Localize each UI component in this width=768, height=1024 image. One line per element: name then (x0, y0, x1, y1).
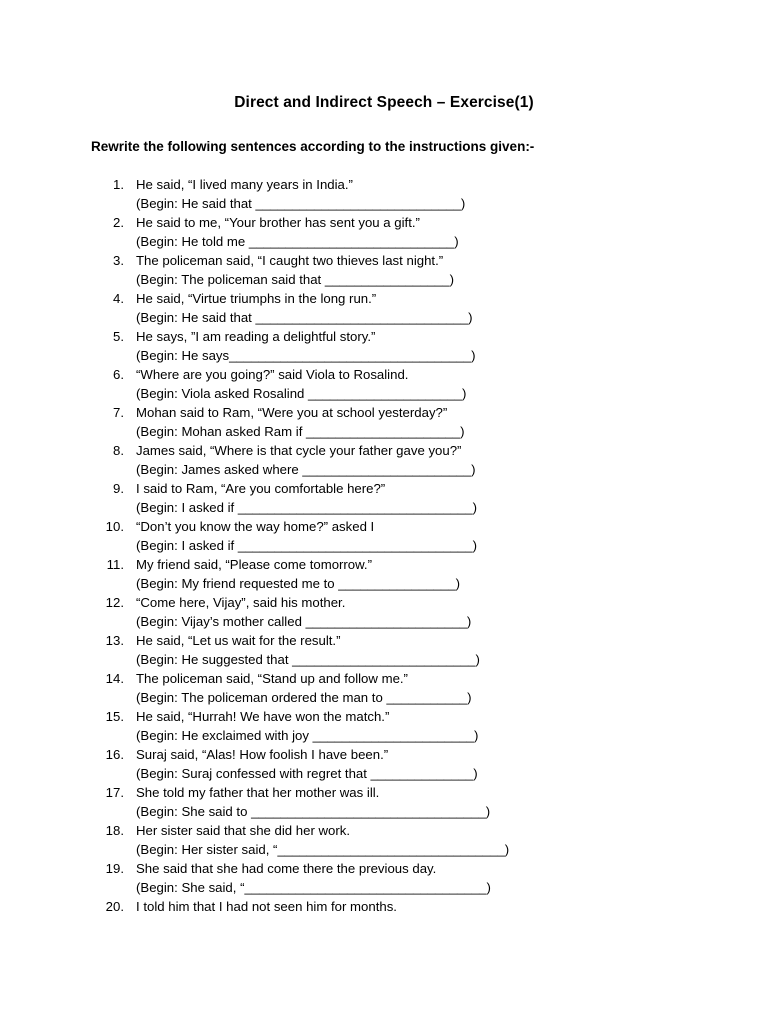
item-number: 13. (105, 633, 124, 648)
item-number: 6. (113, 367, 124, 382)
exercise-list (0, 175, 768, 935)
instructions: Rewrite the following sentences according to the instructions given:- (91, 139, 535, 154)
list-item (0, 745, 768, 783)
item-number: 14. (105, 671, 124, 686)
item-hint: (Begin: I asked if ________________________________) (136, 538, 477, 553)
list-item (0, 593, 768, 631)
list-item (0, 441, 768, 479)
item-number: 10. (105, 519, 124, 534)
list-item (0, 251, 768, 289)
item-number: 9. (113, 481, 124, 496)
list-item (0, 365, 768, 403)
list-item (0, 669, 768, 707)
item-sentence: She said that she had come there the previous day. (136, 861, 437, 876)
list-item (0, 821, 768, 859)
item-hint: (Begin: She said, “_________________________________) (136, 880, 491, 895)
item-hint: (Begin: Mohan asked Ram if _____________________) (136, 424, 465, 439)
item-sentence: He said, “Hurrah! We have won the match.” (136, 709, 390, 724)
item-number: 12. (105, 595, 124, 610)
item-sentence: Suraj said, “Alas! How foolish I have been.” (136, 747, 389, 762)
list-item (0, 289, 768, 327)
list-item (0, 555, 768, 593)
item-hint: (Begin: He said that ____________________________) (136, 196, 466, 211)
item-sentence: “Come here, Vijay”, said his mother. (136, 595, 346, 610)
list-item (0, 707, 768, 745)
item-number: 18. (105, 823, 124, 838)
item-sentence: He said, “Virtue triumphs in the long run.” (136, 291, 377, 306)
list-item (0, 175, 768, 213)
list-item (0, 783, 768, 821)
item-hint: (Begin: He told me ____________________________) (136, 234, 459, 249)
page-title: Direct and Indirect Speech – Exercise(1) (234, 94, 534, 111)
item-hint: (Begin: Viola asked Rosalind _____________________) (136, 386, 467, 401)
list-item (0, 897, 768, 935)
item-number: 3. (113, 253, 124, 268)
item-sentence: The policeman said, “Stand up and follow me.” (136, 671, 408, 686)
list-item (0, 631, 768, 669)
item-hint: (Begin: Suraj confessed with regret that ______________) (136, 766, 478, 781)
list-item (0, 327, 768, 365)
item-sentence: My friend said, “Please come tomorrow.” (136, 557, 372, 572)
item-number: 19. (105, 861, 124, 876)
list-item (0, 859, 768, 897)
item-hint: (Begin: He said that _____________________________) (136, 310, 473, 325)
item-sentence: She told my father that her mother was ill. (136, 785, 380, 800)
item-hint: (Begin: My friend requested me to ________________) (136, 576, 461, 591)
item-hint: (Begin: The policeman said that _________________) (136, 272, 454, 287)
item-sentence: He said, “I lived many years in India.” (136, 177, 353, 192)
item-sentence: “Don’t you know the way home?” asked I (136, 519, 375, 534)
item-hint: (Begin: I asked if ________________________________) (136, 500, 477, 515)
item-sentence: The policeman said, “I caught two thieves last night.” (136, 253, 444, 268)
item-hint: (Begin: He suggested that _________________________) (136, 652, 480, 667)
item-sentence: He said, “Let us wait for the result.” (136, 633, 341, 648)
item-hint: (Begin: He says_________________________________) (136, 348, 476, 363)
item-sentence: He says, ”I am reading a delightful story.” (136, 329, 376, 344)
item-hint: (Begin: The policeman ordered the man to ___________) (136, 690, 472, 705)
item-number: 7. (113, 405, 124, 420)
list-item (0, 213, 768, 251)
list-item (0, 479, 768, 517)
list-item (0, 403, 768, 441)
item-number: 2. (113, 215, 124, 230)
item-sentence: He said to me, “Your brother has sent you a gift.” (136, 215, 420, 230)
item-hint: (Begin: She said to ________________________________) (136, 804, 491, 819)
item-hint: (Begin: James asked where _______________________) (136, 462, 476, 477)
item-sentence: I said to Ram, “Are you comfortable here?” (136, 481, 386, 496)
item-number: 17. (105, 785, 124, 800)
item-sentence: James said, “Where is that cycle your father gave you?” (136, 443, 462, 458)
item-number: 5. (113, 329, 124, 344)
item-number: 4. (113, 291, 124, 306)
item-hint: (Begin: Her sister said, “_______________________________) (136, 842, 510, 857)
item-hint: (Begin: He exclaimed with joy ______________________) (136, 728, 479, 743)
item-number: 16. (105, 747, 124, 762)
item-number: 11. (106, 557, 124, 572)
item-hint: (Begin: Vijay’s mother called ______________________) (136, 614, 472, 629)
item-number: 20. (105, 899, 124, 914)
list-item (0, 517, 768, 555)
item-sentence: I told him that I had not seen him for months. (136, 899, 397, 914)
item-number: 8. (113, 443, 124, 458)
item-sentence: “Where are you going?” said Viola to Rosalind. (136, 367, 409, 382)
item-number: 1. (113, 177, 124, 192)
item-sentence: Mohan said to Ram, “Were you at school yesterday?” (136, 405, 448, 420)
item-sentence: Her sister said that she did her work. (136, 823, 351, 838)
item-number: 15. (105, 709, 124, 724)
